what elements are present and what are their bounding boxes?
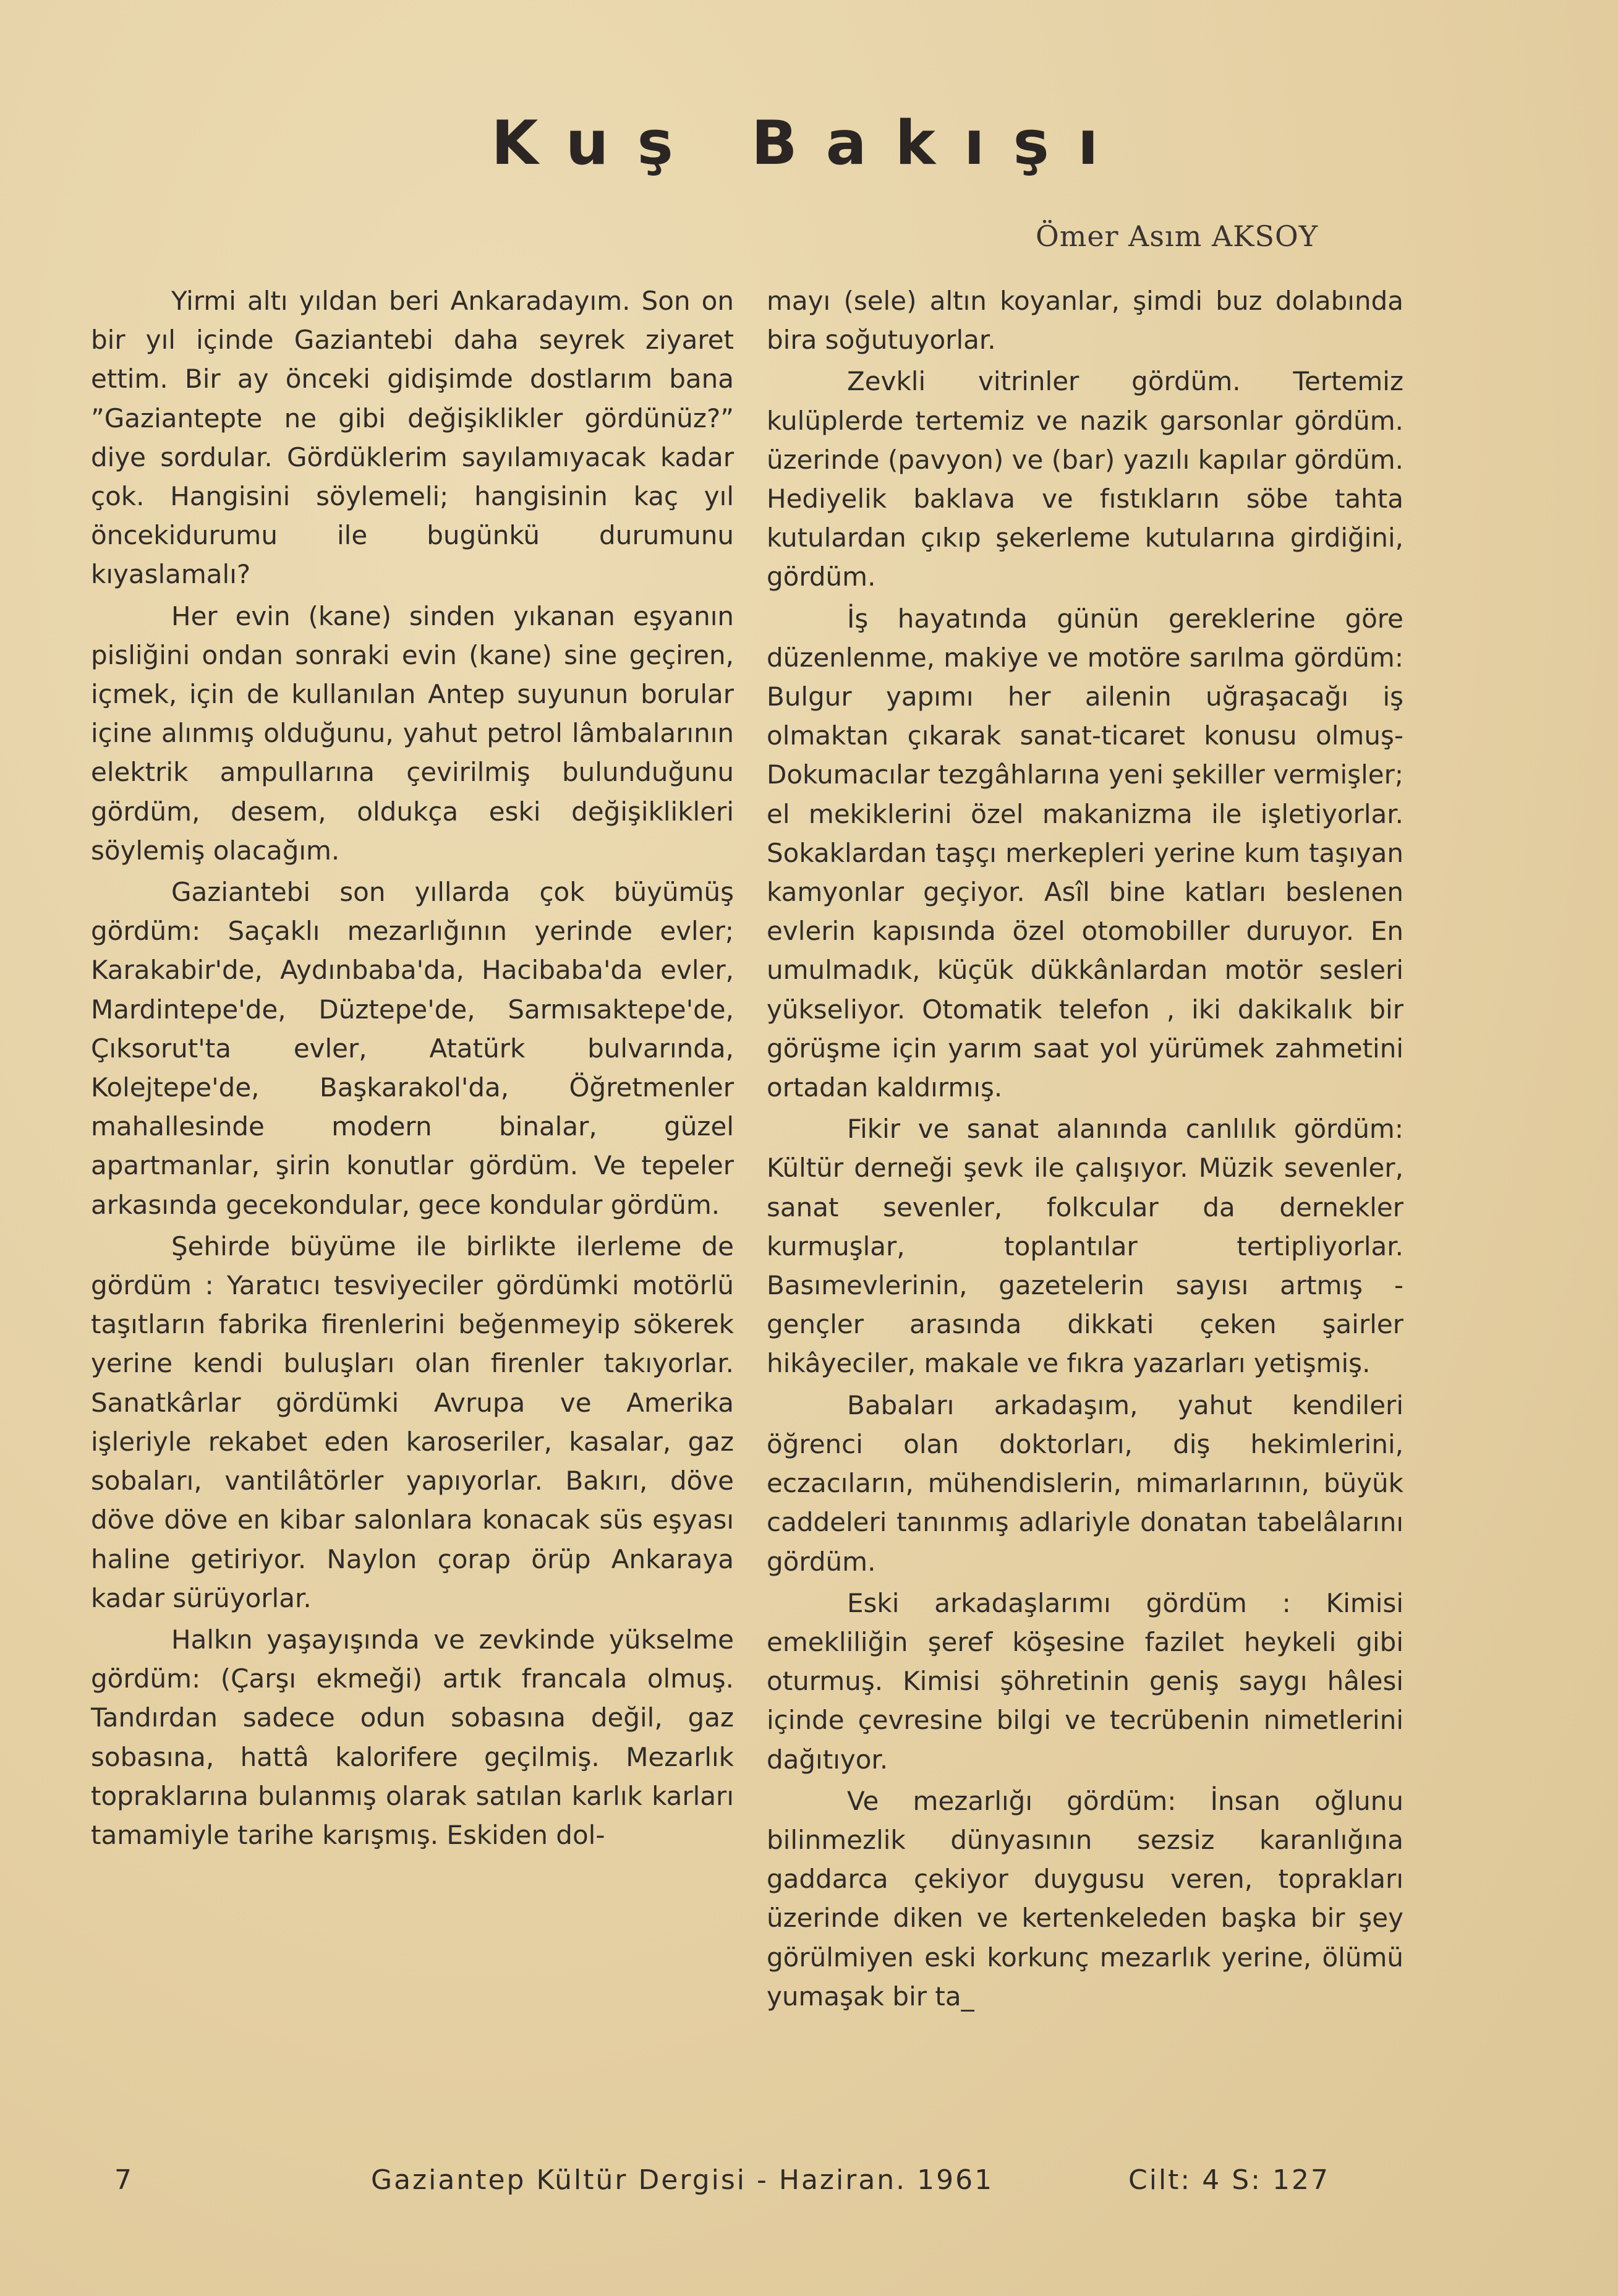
paragraph: Fikir ve sanat alanında canlılık gördüm: Kültür derneği şevk ile çalışıyor. Müzik sevenler, sanat sevenler, folkcular da dernekler kurmuşlar, toplantılar tertipliyorlar. Basımevlerinin, gazetelerin sayısı artmış - gençler arasında dikkati çeken şairler hikâyeciler, makale ve fıkra yazarları yetişmiş. <box>767 1114 1403 1379</box>
paragraph: Yirmi altı yıldan beri Ankaradayım. Son on bir yıl içinde Gaziantebi daha seyrek ziyaret ettim. Bir ay önceki gidişimde dostlarım bana ”Gaziantepte ne gibi değişiklikler gördünüz?” diye sordular. Gördüklerim sayılamıyacak kadar çok. Hangisini söylemeli; hangisinin kaç yıl öncekidurumu ile bugünkü durumunu kıyaslamalı? <box>91 286 734 590</box>
volume-info: Cilt: 4 S: 127 <box>1128 2164 1330 2196</box>
paragraph: Şehirde büyüme ile birlikte ilerleme de gördüm : Yaratıcı tesviyeciler gördümki motörlü taşıtların fabrika firenlerini beğenmeyip sökerek yerine kendi buluşları olan firenler takıyorlar. Sanatkârlar gördümki Avrupa ve Amerika işleriyle rekabet eden karoseriler, kasalar, gaz sobaları, vantilâtörler yapıyorlar. Bakırı, döve döve döve en kibar salonlara konacak süs eşyası haline getiriyor. Naylon çorap örüp Ankaraya kadar sürüyorlar. <box>91 1231 734 1613</box>
left-column <box>91 281 734 1857</box>
paragraph: Ve mezarlığı gördüm: İnsan oğlunu bilinmezlik dünyasının sezsiz karanlığına gaddarca çekiyor duygusu veren, toprakları üzerinde diken ve kertenkeleden başka bir şey görülmiyen eski korkunç mezarlık yerine, ölümü yumaşak bir ta_ <box>767 1785 1403 2012</box>
right-column <box>767 281 1403 2018</box>
paragraph: İş hayatında günün gereklerine göre düzenlenme, makiye ve motöre sarılma gördüm: Bulgur yapımı her ailenin uğraşacağı iş olmaktan çıkarak sanat-ticaret konusu olmuş- Dokumacılar tezgâhlarına yeni şekiller vermişler; el mekiklerini özel makanizma ile işletiyorlar. Sokaklardan taşçı merkepleri yerine kum taşıyan kamyonlar geçiyor. Asîl bine katları beslenen evlerin kapısında özel otomobiller duruyor. En umulmadık, küçük dükkânlardan motör sesleri yükseliyor. Otomatik telefon , iki dakikalık bir görüşme için yarım saat yol yürümek zahmetini ortadan kaldırmış. <box>767 603 1403 1103</box>
magazine-name: Gaziantep Kültür Dergisi - Haziran. 1961 <box>371 2164 994 2196</box>
paragraph: mayı (sele) altın koyanlar, şimdi buz dolabında bira soğutuyorlar. <box>767 286 1403 356</box>
article-author: Ömer Asım AKSOY <box>1036 220 1319 253</box>
paragraph: Halkın yaşayışında ve zevkinde yükselme gördüm: (Çarşı ekmeği) artık francala olmuş. Tandırdan sadece odun sobasına değil, gaz sobasına, hattâ kalorifere geçilmiş. Mezarlık topraklarına bulanmış olarak satılan karlık karları tamamiyle tarihe karışmış. Eskiden dol- <box>91 1624 734 1850</box>
page-footer <box>0 2164 1618 2201</box>
page-number: 7 <box>114 2164 134 2196</box>
paragraph: Babaları arkadaşım, yahut kendileri öğrenci olan doktorları, diş hekimlerini, eczacıların, mühendislerin, mimarlarının, büyük caddeleri tanınmış adlariyle donatan tabelâlarını gördüm. <box>767 1389 1403 1577</box>
paragraph: Zevkli vitrinler gördüm. Tertemiz kulüplerde tertemiz ve nazik garsonlar gördüm. üzerinde (pavyon) ve (bar) yazılı kapılar gördüm. Hediyelik baklava ve fıstıkların söbe tahta kutulardan çıkıp şekerleme kutularına girdiğini, gördüm. <box>767 366 1403 592</box>
paragraph: Her evin (kane) sinden yıkanan eşyanın pisliğini ondan sonraki evin (kane) sine geçiren, içmek, için de kullanılan Antep suyunun borular içine alınmış olduğunu, yahut petrol lâmbalarının elektrik ampullarına çevirilmiş bulunduğunu gördüm, desem, oldukça eski değişiklikleri söylemiş olacağım. <box>91 600 734 866</box>
article-title: Kuş Bakışı <box>491 108 1127 179</box>
paragraph: Eski arkadaşlarımı gördüm : Kimisi emekliliğin şeref köşesine fazilet heykeli gibi oturmuş. Kimisi şöhretinin geniş saygı hâlesi içinde çevresine bilgi ve tecrübenin nimetlerini dağıtıyor. <box>767 1587 1403 1775</box>
paragraph: Gaziantebi son yıllarda çok büyümüş gördüm: Saçaklı mezarlığının yerinde evler; Karakabir'de, Aydınbaba'da, Hacibaba'da evler, Mardintepe'de, Düztepe'de, Sarmısaktepe'de, Çıksorut'ta evler, Atatürk bulvarında, Kolejtepe'de, Başkarakol'da, Öğretmenler mahallesinde modern binalar, güzel apartmanlar, şirin konutlar gördüm. Ve tepeler arkasında gecekondular, gece kondular gördüm. <box>91 877 734 1220</box>
